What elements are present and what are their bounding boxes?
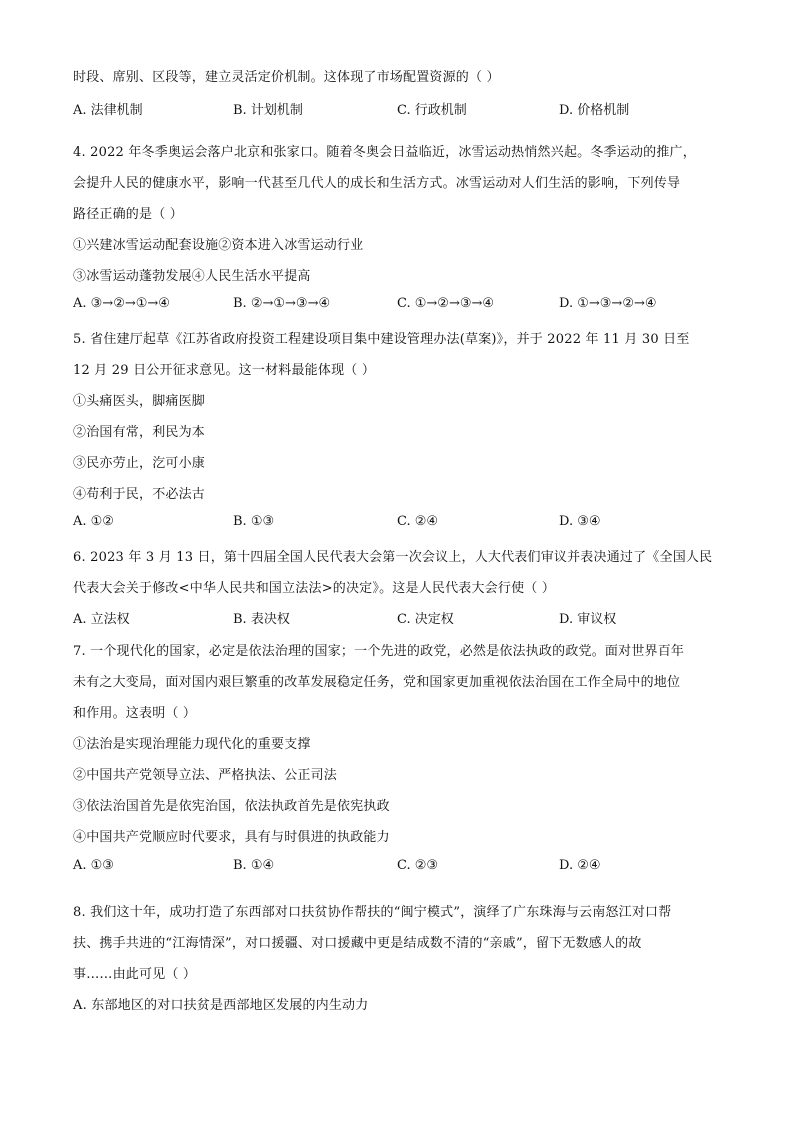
q7-option-a: A. ①③ [73,858,114,873]
q7-item-1: ①法治是实现治理能力现代化的重要支撑 [73,737,311,752]
q6-option-b: B. 表决权 [233,612,290,627]
q3-options [73,99,733,119]
q6-option-d: D. 审议权 [559,612,617,627]
q6-option-a: A. 立法权 [73,612,130,627]
q4-item-line-2: ③冰雪运动蓬勃发展④人民生活水平提高 [73,269,311,284]
q7-stem-line-1: 7. 一个现代化的国家，必定是依法治理的国家；一个先进的政党，必然是依法执政的政党。面对世界百年 [73,644,685,659]
q4-item-line-1: ①兴建冰雪运动配套设施②资本进入冰雪运动行业 [73,238,364,253]
q5-stem-line-1: 5. 省住建厅起草《江苏省政府投资工程建设项目集中建设管理办法(草案)》，并于 2022 年 11 月 30 日至 [73,332,690,347]
q5-item-1: ①头痛医头，脚痛医脚 [73,394,206,409]
q6-stem-line-1: 6. 2023 年 3 月 13 日，第十四届全国人民代表大会第一次会议上，人大代表们审议并表决通过了《全国人民 [73,550,713,565]
q4-option-d: D. ①→③→②→④ [559,296,657,311]
q5-option-d: D. ③④ [559,514,601,529]
q7-option-d: D. ②④ [559,858,601,873]
q7-option-c: C. ②③ [397,858,439,873]
q4-stem-line-1: 4. 2022 年冬季奥运会落户北京和张家口。随着冬奥会日益临近，冰雪运动热悄然兴起。冬季运动的推广， [73,145,696,160]
q7-item-3: ③依法治国首先是依宪治国，依法执政首先是依宪执政 [73,799,390,814]
q6-stem-line-2: 代表大会关于修改<中华人民共和国立法法>的决定》。这是人民代表大会行使（ ） [73,581,556,596]
q5-option-a: A. ①② [73,514,114,529]
q5-item-2: ②治国有常，利民为本 [73,425,206,440]
q5-item-4: ④苟利于民，不必法古 [73,487,206,502]
q5-option-c: C. ②④ [397,514,439,529]
q3-option-a: A. 法律机制 [73,103,143,118]
q4-option-b: B. ②→①→③→④ [233,296,331,311]
q4-options [73,296,733,316]
q6-option-c: C. 决定权 [397,612,454,627]
q7-item-4: ④中国共产党顺应时代要求，具有与时俱进的执政能力 [73,830,390,845]
q7-stem-line-2: 未有之大变局，面对国内艰巨繁重的改革发展稳定任务，党和国家更加重视依法治国在工作全局中的地位 [73,675,681,690]
q7-options [73,858,733,878]
q8-stem-line-3: 事……由此可见（ ） [73,967,197,982]
q8-stem-line-1: 8. 我们这十年，成功打造了东西部对口扶贫协作帮扶的“闽宁模式”，演绎了广东珠海与云南怒江对口帮 [73,905,672,920]
q5-item-3: ③民亦劳止，汔可小康 [73,456,206,471]
q7-option-b: B. ①④ [233,858,275,873]
q4-option-a: A. ③→②→①→④ [73,296,170,311]
q6-options [73,608,733,628]
q3-option-d: D. 价格机制 [559,103,630,118]
q7-stem-line-3: 和作用。这表明（ ） [73,706,197,721]
q8-stem-line-2: 扶、携手共进的“江海情深”，对口援疆、对口援藏中更是结成数不清的“亲戚”，留下无数感人的故 [73,936,642,951]
q4-option-c: C. ①→②→③→④ [397,296,495,311]
q3-option-c: C. 行政机制 [397,103,467,118]
q8-option-a: A. 东部地区的对口扶贫是西部地区发展的内生动力 [73,998,369,1013]
q5-options [73,514,733,534]
q4-stem-line-2: 会提升人民的健康水平，影响一代甚至几代人的成长和生活方式。冰雪运动对人们生活的影响，下列传导 [73,176,681,191]
q7-item-2: ②中国共产党领导立法、严格执法、公正司法 [73,768,338,783]
q5-option-b: B. ①③ [233,514,275,529]
q5-stem-line-2: 12 月 29 日公开征求意见。这一材料最能体现（ ） [73,363,376,378]
q4-stem-line-3: 路径正确的是（ ） [73,207,183,222]
q3-option-b: B. 计划机制 [233,103,303,118]
q3-stem-line: 时段、席别、区段等，建立灵活定价机制。这体现了市场配置资源的（ ） [73,70,500,85]
